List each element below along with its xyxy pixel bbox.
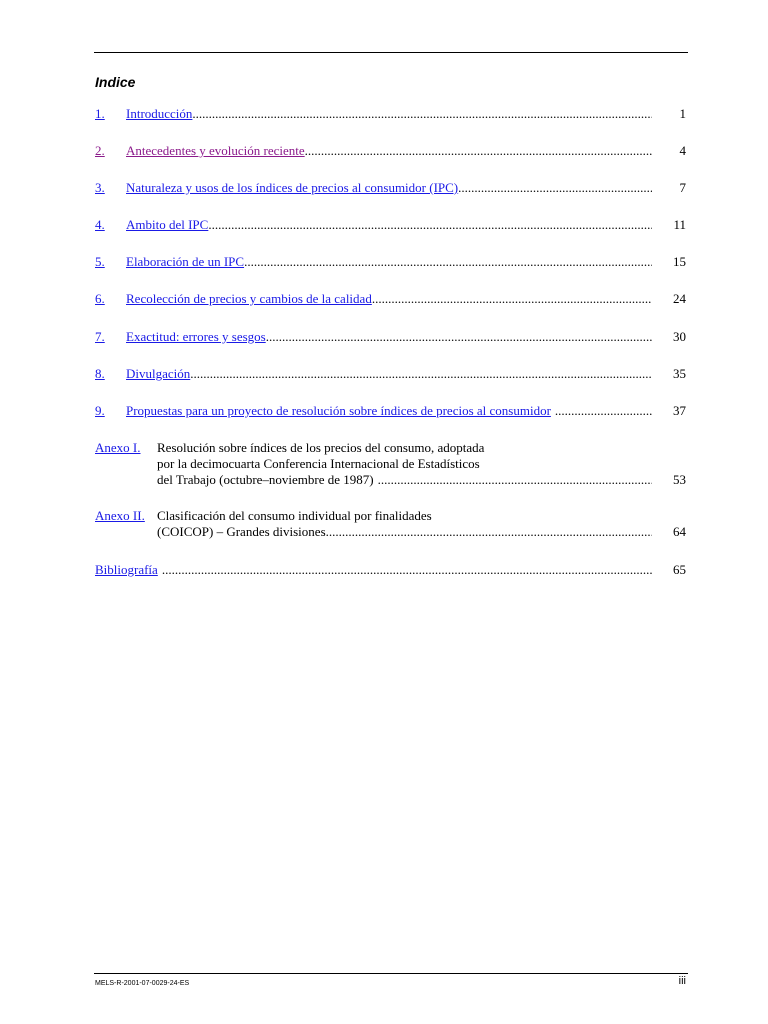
leader-dots <box>192 106 652 122</box>
toc-entry-link[interactable]: Divulgación <box>126 366 191 381</box>
leader-dots <box>190 366 652 382</box>
toc-title: Indice <box>95 74 136 90</box>
toc-page-number: 11 <box>673 217 686 232</box>
toc-page-number: 35 <box>673 366 686 381</box>
toc-page-number: 64 <box>673 524 686 539</box>
toc-page-number: 65 <box>673 562 686 577</box>
annex-text: Resolución sobre índices de los precios del consumo, adoptada <box>157 440 485 455</box>
annex-entry-2 <box>95 508 686 540</box>
leader-dots <box>372 291 652 307</box>
annex-entry-1 <box>95 440 686 488</box>
toc-entry-number[interactable]: 2. <box>95 143 105 158</box>
leader-dots <box>555 403 652 419</box>
toc-entry-link[interactable]: Exactitud: errores y sesgos <box>126 329 266 344</box>
annex-link[interactable]: Anexo I. <box>95 440 141 455</box>
toc-entry-number[interactable]: 5. <box>95 254 105 269</box>
toc-entry-number[interactable]: 1. <box>95 106 105 121</box>
annex-link[interactable]: Anexo II. <box>95 508 145 523</box>
bottom-rule <box>94 973 688 974</box>
leader-dots <box>208 217 652 233</box>
toc-entry-link[interactable]: Propuestas para un proyecto de resolución sobre índices de precios al consumidor <box>126 403 551 418</box>
toc-page-number: 7 <box>679 180 686 195</box>
toc-entry-line <box>126 329 686 345</box>
toc-entry-number[interactable]: 7. <box>95 329 105 344</box>
annex-text: del Trabajo (octubre–noviembre de 1987) <box>157 472 374 487</box>
toc-entry-number[interactable]: 4. <box>95 217 105 232</box>
toc-entry-line <box>126 403 686 419</box>
leader-dots <box>378 472 652 488</box>
annex-text: Clasificación del consumo individual por finalidades <box>157 508 432 523</box>
toc-page-number: 1 <box>679 106 686 121</box>
toc-entry-link[interactable]: Recolección de precios y cambios de la calidad <box>126 291 372 306</box>
toc-entry-link[interactable]: Elaboración de un IPC <box>126 254 245 269</box>
bibliography-link[interactable]: Bibliografía <box>95 562 158 577</box>
toc-entry-line <box>126 217 686 233</box>
document-code: MELS-R-2001-07-0029-24-ES <box>95 980 190 987</box>
toc-entry-link[interactable]: Introducción <box>126 106 193 121</box>
leader-dots <box>244 254 652 270</box>
toc-entry-link[interactable]: Antecedentes y evolución reciente <box>126 143 305 158</box>
annex-line <box>157 524 686 540</box>
leader-dots <box>162 562 652 578</box>
toc-entry-line <box>126 366 686 382</box>
toc-page-number: 4 <box>679 143 686 158</box>
toc-entry-number[interactable]: 8. <box>95 366 105 381</box>
toc-entry-number[interactable]: 6. <box>95 291 105 306</box>
toc-entry-number[interactable]: 9. <box>95 403 105 418</box>
toc-page-number: 30 <box>673 329 686 344</box>
leader-dots <box>305 143 652 159</box>
toc-page-number: 37 <box>673 403 686 418</box>
annex-line <box>157 472 686 488</box>
footer-page-number: iii <box>678 975 686 987</box>
toc-entry-line <box>126 143 686 159</box>
toc-entry-line <box>126 291 686 307</box>
leader-dots <box>458 180 652 196</box>
annex-line <box>157 508 686 524</box>
toc-page-number: 24 <box>673 291 686 306</box>
toc-entry-link[interactable]: Ambito del IPC <box>126 217 209 232</box>
leader-dots <box>266 329 652 345</box>
annex-text: por la decimocuarta Conferencia Internacional de Estadísticos <box>157 456 480 471</box>
toc-entry-line <box>126 180 686 196</box>
toc-entry-line <box>95 562 686 578</box>
annex-text: (COICOP) – Grandes divisiones <box>157 524 326 539</box>
leader-dots <box>326 524 652 540</box>
toc-entry-link[interactable]: Naturaleza y usos de los índices de precios al consumidor (IPC) <box>126 180 459 195</box>
toc-entry-line <box>126 254 686 270</box>
top-rule <box>94 52 688 53</box>
toc-page-number: 15 <box>673 254 686 269</box>
annex-line <box>157 456 686 472</box>
annex-line <box>157 440 686 456</box>
toc-page-number: 53 <box>673 472 686 487</box>
toc-entry-number[interactable]: 3. <box>95 180 105 195</box>
toc-entry-line <box>126 106 686 122</box>
